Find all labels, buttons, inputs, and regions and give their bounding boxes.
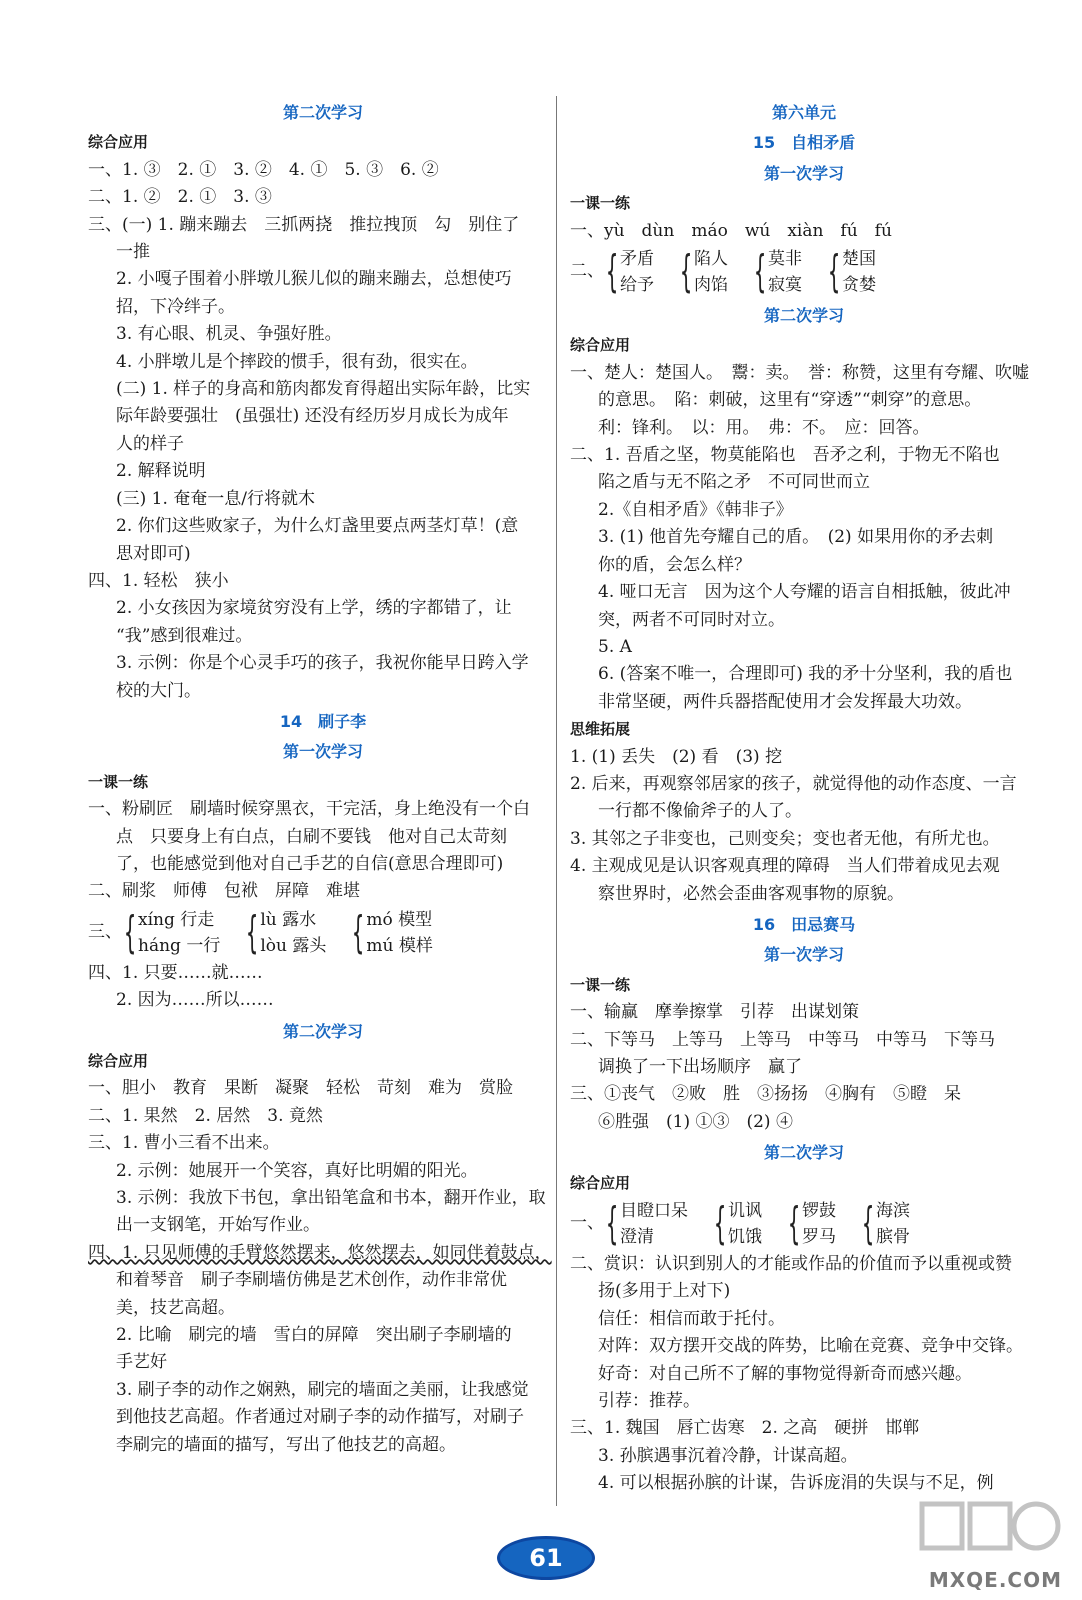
brace-answer-row bbox=[570, 1197, 1038, 1251]
answer-line bbox=[88, 1185, 558, 1212]
answer-line bbox=[88, 595, 558, 622]
section-heading bbox=[88, 708, 558, 735]
answer-line bbox=[570, 798, 1038, 825]
section-heading bbox=[570, 99, 1038, 126]
answer-line bbox=[570, 1054, 1038, 1081]
subsection-label bbox=[88, 769, 558, 796]
answer-text: 出一支钢笔，开始写作业。 bbox=[116, 1215, 320, 1236]
answer-line bbox=[88, 851, 558, 878]
page-number: 61 bbox=[529, 1544, 563, 1572]
answer-line bbox=[88, 1432, 558, 1459]
answer-line bbox=[570, 1081, 1038, 1108]
answer-line bbox=[570, 387, 1038, 414]
answer-text: 二、1. ② 2. ① 3. ③ bbox=[88, 187, 272, 208]
answer-line bbox=[88, 376, 558, 403]
answer-line bbox=[88, 1295, 558, 1322]
answer-text: 第一次学习 bbox=[763, 945, 844, 965]
answer-text: 一、1. ③ 2. ① 3. ② 4. ① 5. ③ 6. ② bbox=[88, 159, 439, 180]
answer-line bbox=[88, 623, 558, 650]
answer-line bbox=[570, 442, 1038, 469]
answer-text: 4. 主观成见是认识客观真理的障碍 当人们带着成见去观 bbox=[570, 856, 1000, 877]
answer-text: 第二次学习 bbox=[763, 306, 844, 326]
brace-icon: { bbox=[123, 906, 137, 958]
brace-icon: { bbox=[713, 1198, 727, 1250]
brace-item: 莫非 bbox=[768, 249, 802, 270]
answer-text: 一推 bbox=[116, 242, 150, 263]
section-heading bbox=[570, 941, 1038, 968]
answer-text: 4. 小胖墩儿是个摔跤的惯手，很有劲，很实在。 bbox=[116, 351, 478, 372]
brace-group bbox=[672, 246, 728, 298]
answer-text: 二、刷浆 师傅 包袱 屏障 难堪 bbox=[88, 881, 360, 902]
answer-text: 人的样子 bbox=[116, 433, 184, 454]
answer-text: 一课一练 bbox=[570, 975, 631, 994]
answer-line bbox=[570, 415, 1038, 442]
answer-line bbox=[570, 1470, 1038, 1497]
answer-line bbox=[88, 650, 558, 677]
answer-text: 第一次学习 bbox=[763, 163, 844, 183]
brace-icon: { bbox=[605, 1198, 619, 1250]
brace-item: 饥饿 bbox=[728, 1227, 762, 1248]
brace-item: 罗马 bbox=[802, 1227, 836, 1248]
answer-line bbox=[88, 568, 558, 595]
answer-text: 际年龄要强壮 (虽强壮) 还没有经历岁月成长为成年 bbox=[116, 406, 509, 427]
left-column bbox=[88, 96, 558, 1459]
answer-line bbox=[570, 469, 1038, 496]
brace-item: 目瞪口呆 bbox=[620, 1201, 688, 1222]
section-heading bbox=[88, 99, 558, 126]
answer-text: 到他技艺高超。作者通过对刷子李的动作描写，对刷子 bbox=[116, 1407, 524, 1428]
answer-text: 第六单元 bbox=[771, 103, 836, 122]
answer-line bbox=[88, 878, 558, 905]
answer-line bbox=[570, 634, 1038, 661]
answer-line bbox=[570, 524, 1038, 551]
brace-icon: { bbox=[827, 246, 841, 298]
answer-text: 一行都不像偷斧子的人了。 bbox=[598, 801, 802, 822]
brace-icon: { bbox=[352, 906, 365, 958]
answer-text: 思对即可) bbox=[116, 543, 191, 564]
section-heading bbox=[570, 302, 1038, 329]
answer-text: 的意思。 陷：刺破，这里有“穿透”“刺穿”的意思。 bbox=[598, 390, 982, 411]
brace-item: 肉馅 bbox=[694, 275, 728, 296]
answer-text: 一、yù dùn máo wú xiàn fú fú bbox=[570, 220, 892, 241]
answer-line bbox=[570, 497, 1038, 524]
brace-answer-row bbox=[570, 245, 1038, 299]
answer-line bbox=[88, 1377, 558, 1404]
answer-line bbox=[88, 321, 558, 348]
answer-line bbox=[570, 661, 1038, 688]
answer-line bbox=[570, 1443, 1038, 1470]
answer-text: 15 自相矛盾 bbox=[752, 133, 856, 153]
answer-text: 6. (答案不唯一，合理即可) 我的矛十分坚利，我的盾也 bbox=[598, 664, 1013, 685]
answer-text: 2. 因为……所以…… bbox=[116, 990, 274, 1011]
subsection-label bbox=[570, 1170, 1038, 1197]
brace-item: 给予 bbox=[620, 275, 654, 296]
answer-line bbox=[88, 1404, 558, 1431]
answer-line bbox=[570, 1027, 1038, 1054]
section-heading bbox=[88, 1018, 558, 1045]
brace-item: 寂寞 bbox=[768, 275, 802, 296]
answer-text: 二、下等马 上等马 上等马 中等马 中等马 下等马 bbox=[570, 1029, 995, 1050]
answer-line bbox=[88, 1158, 558, 1185]
answer-text: 2. 比喻 刷完的墙 雪白的屏障 突出刷子李刷墙的 bbox=[116, 1325, 512, 1346]
answer-text: 了，也能感觉到他对自己手艺的自信(意思合理即可) bbox=[116, 853, 504, 874]
answer-text: (二) 1. 样子的身高和筋肉都发育得超出实际年龄，比实 bbox=[116, 379, 531, 400]
brace-icon: { bbox=[861, 1198, 875, 1250]
answer-text: 14 刷子李 bbox=[279, 711, 367, 731]
right-column bbox=[570, 96, 1038, 1498]
brace-group bbox=[780, 1198, 836, 1250]
answer-line bbox=[88, 458, 558, 485]
answer-line bbox=[88, 294, 558, 321]
subsection-label bbox=[88, 129, 558, 156]
brace-item: 澄清 bbox=[620, 1227, 654, 1248]
answer-text: 和着琴音 刷子李刷墙仿佛是艺术创作，动作非常优 bbox=[116, 1270, 507, 1291]
subsection-label bbox=[570, 716, 1038, 743]
brace-icon: { bbox=[246, 906, 259, 958]
answer-text: 3. 孙膑遇事沉着冷静，计谋高超。 bbox=[598, 1445, 858, 1466]
answer-text: 2. 小嘎子围着小胖墩儿猴儿似的蹦来蹦去，总想使巧 bbox=[116, 269, 512, 290]
brace-item: lòu 露头 bbox=[260, 935, 327, 956]
answer-text: 一、输赢 摩拳擦掌 引荐 出谋划策 bbox=[570, 1002, 859, 1023]
brace-group bbox=[854, 1198, 910, 1250]
brace-group bbox=[598, 1198, 688, 1250]
answer-text: 综合应用 bbox=[88, 1052, 149, 1070]
answer-line bbox=[570, 552, 1038, 579]
answer-line bbox=[570, 1306, 1038, 1333]
brace-icon: { bbox=[753, 246, 767, 298]
answer-text: 你的盾，会怎么样？ bbox=[598, 554, 751, 575]
answer-line bbox=[88, 1103, 558, 1130]
section-heading bbox=[570, 1139, 1038, 1166]
answer-text: 一课一练 bbox=[570, 194, 631, 213]
answer-text: 引荐：推荐。 bbox=[598, 1391, 700, 1412]
answer-text: 3. (1) 他首先夸耀自己的盾。 (2) 如果用你的矛去刺 bbox=[598, 527, 994, 548]
brace-item: 膑骨 bbox=[876, 1227, 910, 1248]
answer-text: 一、胆小 教育 果断 凝聚 轻松 苛刻 难为 赏脸 bbox=[88, 1078, 513, 1099]
subsection-label bbox=[570, 332, 1038, 359]
answer-line bbox=[570, 579, 1038, 606]
brace-item: 锣鼓 bbox=[802, 1201, 836, 1222]
brace-item: 楚国 bbox=[842, 249, 876, 270]
section-heading bbox=[88, 738, 558, 765]
brace-group bbox=[820, 246, 876, 298]
answer-line bbox=[88, 1075, 558, 1102]
answer-line bbox=[570, 1333, 1038, 1360]
answer-line bbox=[88, 157, 558, 184]
answer-text: 四、1. 只要……就…… bbox=[88, 962, 263, 983]
answer-text: 三、1. 曹小三看不出来。 bbox=[88, 1133, 280, 1154]
answer-line bbox=[570, 826, 1038, 853]
answer-text: 招，下冷绊子。 bbox=[116, 296, 235, 317]
brace-item: háng 一行 bbox=[138, 935, 221, 956]
brace-group bbox=[116, 907, 220, 959]
brace-item: 讥讽 bbox=[728, 1201, 762, 1222]
brace-group bbox=[746, 246, 802, 298]
answer-line bbox=[570, 1251, 1038, 1278]
answer-text: 二、1. 果然 2. 居然 3. 竟然 bbox=[88, 1105, 323, 1126]
answer-text: ⑥胜强 (1) ①③ (2) ④ bbox=[598, 1111, 793, 1132]
subsection-label bbox=[88, 1048, 558, 1075]
answer-text: (三) 1. 奄奄一息/行将就木 bbox=[116, 488, 316, 509]
answer-line bbox=[88, 212, 558, 239]
answer-text: 二、1. 吾盾之坚，物莫能陷也 吾矛之利，于物无不陷也 bbox=[570, 445, 1000, 466]
answer-line bbox=[570, 881, 1038, 908]
page-number-badge bbox=[497, 1536, 595, 1580]
answer-text: 1. (1) 丢失 (2) 看 (3) 挖 bbox=[570, 746, 783, 767]
answer-text: 2. 后来，再观察邻居家的孩子，就觉得他的动作态度、一言 bbox=[570, 773, 1017, 794]
answer-line bbox=[570, 689, 1038, 716]
answer-text: 3. 示例：我放下书包，拿出铅笔盒和书本，翻开作业，取 bbox=[116, 1188, 546, 1209]
answer-text: 3. 刷子李的动作之娴熟，刷完的墙面之美丽，让我感觉 bbox=[116, 1379, 529, 1400]
answer-line bbox=[88, 987, 558, 1014]
answer-line bbox=[88, 266, 558, 293]
subsection-label bbox=[570, 972, 1038, 999]
answer-line bbox=[88, 184, 558, 211]
answer-line bbox=[570, 853, 1038, 880]
brace-group bbox=[238, 907, 326, 959]
answer-line bbox=[570, 360, 1038, 387]
brace-item: mú 模样 bbox=[366, 935, 433, 956]
brace-item: xíng 行走 bbox=[138, 909, 215, 930]
brace-item: 陷人 bbox=[694, 249, 728, 270]
answer-text: 3. 示例：你是个心灵手巧的孩子，我祝你能早日跨入学 bbox=[116, 653, 529, 674]
brace-item: mó 模型 bbox=[366, 909, 433, 930]
answer-text: 3. 其邻之子非变也，己则变矣；变也者无他，有所尤也。 bbox=[570, 828, 1000, 849]
brace-icon: { bbox=[679, 246, 693, 298]
answer-text: 综合应用 bbox=[88, 133, 149, 152]
answer-text: 调换了一下出场顺序 赢了 bbox=[598, 1057, 802, 1077]
answer-line bbox=[570, 1278, 1038, 1305]
answer-line bbox=[88, 824, 558, 851]
answer-line bbox=[88, 403, 558, 430]
answer-line bbox=[570, 218, 1038, 245]
answer-line bbox=[570, 1415, 1038, 1442]
answer-line bbox=[88, 960, 558, 987]
watermark-text: MXQE.COM bbox=[928, 1568, 1062, 1592]
answer-line bbox=[88, 1212, 558, 1239]
answer-line bbox=[570, 1361, 1038, 1388]
answer-text: 4. 可以根据孙膑的计谋，告诉庞涓的失误与不足，例 bbox=[598, 1473, 994, 1494]
column-divider bbox=[556, 96, 557, 1506]
answer-text: 第二次学习 bbox=[763, 1143, 844, 1163]
answer-text: 非常坚硬，两件兵器搭配使用才会发挥最大功效。 bbox=[598, 691, 972, 712]
answer-line bbox=[88, 1240, 558, 1267]
section-heading bbox=[570, 129, 1038, 156]
brace-group bbox=[706, 1198, 762, 1250]
answer-text: 美，技艺高超。 bbox=[116, 1297, 235, 1318]
answer-line bbox=[570, 1109, 1038, 1136]
answer-text: 3. 有心眼、机灵、争强好胜。 bbox=[116, 324, 342, 345]
answer-text: 2. 解释说明 bbox=[116, 461, 206, 482]
section-heading bbox=[570, 911, 1038, 938]
brace-item: lù 露水 bbox=[260, 909, 317, 930]
brace-answer-row bbox=[88, 906, 558, 960]
question-number: 一、 bbox=[570, 1213, 604, 1234]
answer-line bbox=[88, 431, 558, 458]
answer-text: 5. A bbox=[598, 636, 632, 657]
answer-text: 思维拓展 bbox=[570, 720, 631, 739]
brace-item: 海滨 bbox=[876, 1201, 910, 1222]
answer-text: 一、楚人：楚国人。 鬻：卖。 誉：称赞，这里有夸耀、吹嘘 bbox=[570, 362, 1029, 383]
answer-line bbox=[88, 239, 558, 266]
answer-line bbox=[570, 744, 1038, 771]
answer-text: 对阵：双方摆开交战的阵势，比喻在竞赛、竞争中交锋。 bbox=[598, 1336, 1023, 1357]
answer-line bbox=[88, 1322, 558, 1349]
answer-line bbox=[88, 1349, 558, 1376]
answer-text: 扬(多用于上对下) bbox=[598, 1281, 731, 1302]
answer-text: 四、1. 轻松 狭小 bbox=[88, 570, 229, 591]
answer-text: 第二次学习 bbox=[282, 103, 363, 122]
answer-text: 三、①丧气 ②败 胜 ③扬扬 ④胸有 ⑤瞪 呆 bbox=[570, 1084, 961, 1105]
answer-text: 三、1. 魏国 唇亡齿寒 2. 之高 硬拼 邯郸 bbox=[570, 1418, 920, 1439]
section-heading bbox=[570, 160, 1038, 187]
answer-line bbox=[88, 678, 558, 705]
answer-text: 2. 你们这些败家子，为什么灯盏里要点两茎灯草！(意 bbox=[116, 516, 519, 537]
answer-text: 综合应用 bbox=[570, 336, 631, 355]
answer-text: 综合应用 bbox=[570, 1173, 631, 1192]
answer-line bbox=[570, 771, 1038, 798]
answer-text: 2. 小女孩因为家境贫穷没有上学，绣的字都错了，让 bbox=[116, 598, 512, 619]
answer-line bbox=[88, 1130, 558, 1157]
answer-text: 利：锋利。 以：用。 弗：不。 应：回答。 bbox=[598, 417, 930, 438]
answer-text: 手艺好 bbox=[116, 1352, 167, 1373]
brace-group bbox=[344, 907, 432, 959]
answer-text: 2.《自相矛盾》《韩非子》 bbox=[598, 499, 793, 520]
answer-line bbox=[88, 1267, 558, 1294]
answer-text: 2. 示例：她展开一个笑容，真好比明媚的阳光。 bbox=[116, 1160, 478, 1181]
subsection-label bbox=[570, 190, 1038, 217]
answer-text: 第一次学习 bbox=[282, 742, 363, 762]
answer-text: 察世界时，必然会歪曲客观事物的原貌。 bbox=[598, 883, 904, 904]
answer-line bbox=[88, 541, 558, 568]
answer-text: 二、赏识：认识到别人的才能或作品的价值而予以重视或赞 bbox=[570, 1254, 1012, 1275]
answer-text: 一课一练 bbox=[88, 772, 149, 791]
brace-item: 贪婪 bbox=[842, 275, 876, 296]
answer-text: 突，两者不可同时对立。 bbox=[598, 609, 785, 630]
question-number: 三、 bbox=[88, 922, 122, 943]
answer-text: 四、1. 只见师傅的手臂悠然摆来，悠然摆去，如同伴着鼓点， bbox=[88, 1242, 552, 1263]
brace-item: 矛盾 bbox=[620, 249, 654, 270]
answer-text: 校的大门。 bbox=[116, 680, 201, 701]
answer-line bbox=[88, 796, 558, 823]
answer-line bbox=[88, 513, 558, 540]
answer-line bbox=[570, 1388, 1038, 1415]
answer-text: 李刷完的墙面的描写，写出了他技艺的高超。 bbox=[116, 1434, 456, 1455]
answer-text: 4. 哑口无言 因为这个人夸耀的语言自相抵触，彼此冲 bbox=[598, 582, 1011, 603]
answer-text: “我”感到很难过。 bbox=[116, 625, 253, 646]
answer-text: 陷之盾与无不陷之矛 不可同世而立 bbox=[598, 472, 870, 493]
answer-line bbox=[570, 607, 1038, 634]
question-number: 二、 bbox=[570, 261, 604, 282]
answer-line bbox=[570, 999, 1038, 1026]
answer-text: 一、粉刷匠 刷墙时候穿黑衣，干完活，身上绝没有一个白 bbox=[88, 799, 530, 820]
brace-icon: { bbox=[787, 1198, 801, 1250]
answer-text: 三、(一) 1. 蹦来蹦去 三抓两挠 推拉拽顶 勾 别住了 bbox=[88, 214, 520, 235]
answer-line bbox=[88, 349, 558, 376]
answer-line bbox=[88, 486, 558, 513]
answer-text: 第二次学习 bbox=[282, 1021, 363, 1041]
answer-text: 好奇：对自己所不了解的事物觉得新奇而感兴趣。 bbox=[598, 1363, 972, 1384]
answer-text: 点 只要身上有白点，白刷不要钱 他对自己太苛刻 bbox=[116, 826, 507, 847]
answer-text: 信任：相信而敢于托付。 bbox=[598, 1308, 785, 1329]
brace-icon: { bbox=[605, 246, 619, 298]
answer-text: 16 田忌赛马 bbox=[752, 914, 856, 934]
brace-group bbox=[598, 246, 654, 298]
